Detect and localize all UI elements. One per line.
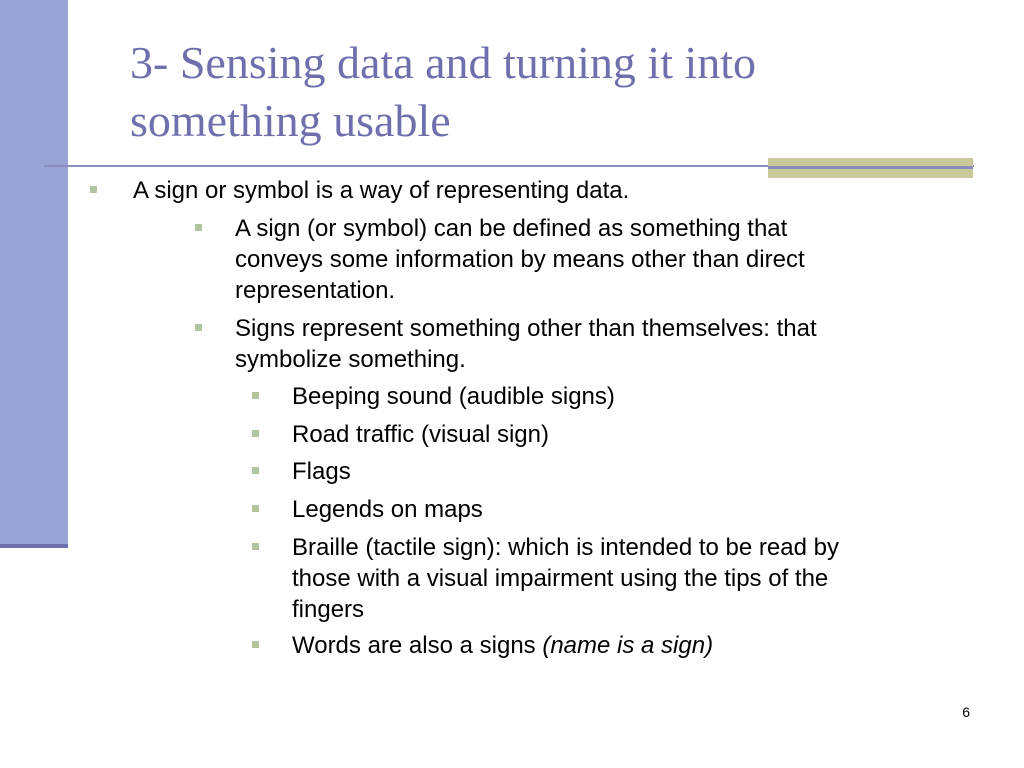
bullet-square-icon bbox=[252, 543, 259, 550]
bullet-text: Beeping sound (audible signs) bbox=[292, 383, 615, 410]
bullet-text: Flags bbox=[292, 458, 351, 485]
title-line-2: something usable bbox=[130, 95, 451, 146]
bullet-text-line: symbolize something. bbox=[235, 346, 466, 373]
page-number: 6 bbox=[962, 704, 970, 720]
title-line-1: 3- Sensing data and turning it into bbox=[130, 37, 757, 88]
bullet-text-italic: (name is a sign) bbox=[542, 632, 714, 659]
bullet-text-line: A sign (or symbol) can be defined as something that bbox=[235, 215, 788, 242]
bullet-text: Road traffic (visual sign) bbox=[292, 421, 549, 448]
bullet-square-icon bbox=[252, 430, 259, 437]
bullet-square-icon bbox=[252, 505, 259, 512]
bullet-text-line: Signs represent something other than themselves: that bbox=[235, 315, 817, 342]
bullet-text-line: Braille (tactile sign): which is intended to be read by bbox=[292, 534, 839, 561]
bullet-text: Legends on maps bbox=[292, 496, 483, 523]
bullet-text-line: conveys some information by means other than direct bbox=[235, 246, 805, 273]
bullet-square-icon bbox=[195, 224, 202, 231]
bullet-square-icon bbox=[252, 467, 259, 474]
bullet-square-icon bbox=[195, 324, 202, 331]
bullet-square-icon bbox=[90, 186, 97, 193]
bullet-square-icon bbox=[252, 392, 259, 399]
bullet-text-line: those with a visual impairment using the tips of the bbox=[292, 565, 829, 592]
bullet-square-icon bbox=[252, 641, 259, 648]
bullet-text-line: fingers bbox=[292, 596, 365, 623]
bullet-text-main: Words are also a signs bbox=[292, 632, 536, 659]
bullet-text-line: representation. bbox=[235, 277, 396, 304]
bullet-text: A sign or symbol is a way of representing data. bbox=[133, 177, 630, 204]
bullet-text bbox=[292, 630, 972, 661]
